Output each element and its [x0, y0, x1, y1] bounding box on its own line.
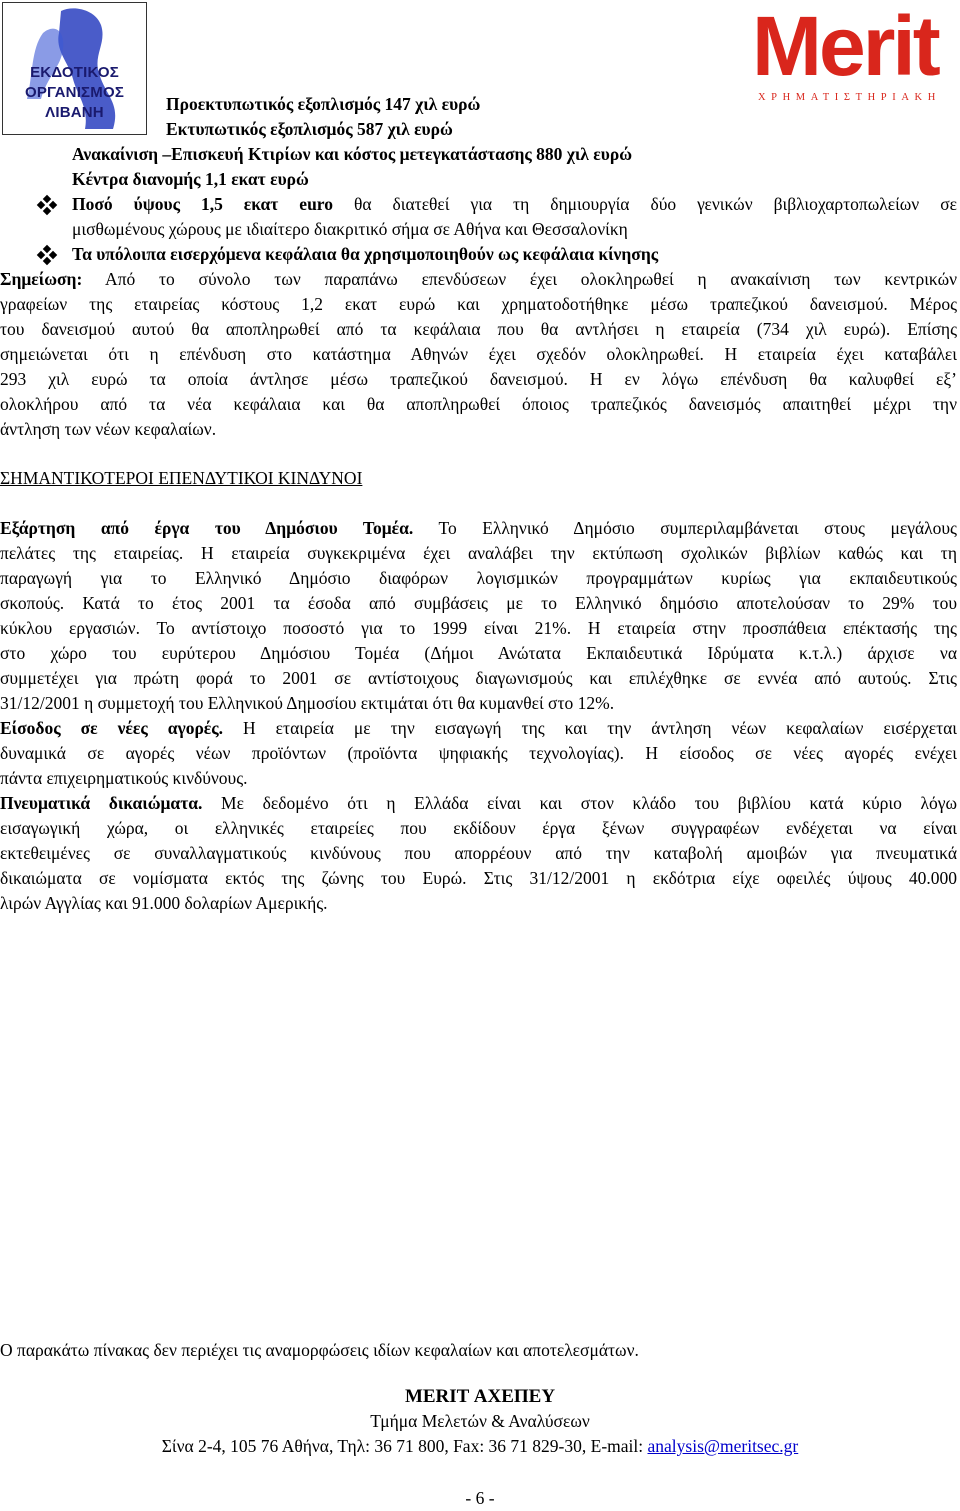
- publisher-logo: [2, 2, 147, 135]
- risk-line: στο χώρο του ευρύτερου Δημόσιου Τομέα (Δήμοι Ανώτατα Εκπαιδευτικά Ιδρύματα κ.τ.λ.) άρχισε να: [0, 643, 957, 663]
- bullet-text: Τα υπόλοιπα εισερχόμενα κεφάλαια θα χρησιμοποιηθούν ως κεφάλαια κίνησης: [72, 244, 659, 264]
- department-name: Τμήμα Μελετών & Αναλύσεων: [370, 1411, 590, 1431]
- note-line: σημειώνεται ότι η επένδυση στο κατάστημα Αθηνών έχει σχεδόν ολοκληρωθεί. Η εταιρεία έχει καταβάλει: [0, 344, 957, 364]
- risk-line: δικαιώματα σε νομίσματα εκτός της ζώνης του Ευρώ. Στις 31/12/2001 η εκδότρια είχε οφειλές ύψους 40.000: [0, 868, 957, 888]
- risk-line: εκτεθειμένες σε συναλλαγματικούς κινδύνους που απορρέουν από την καταβολή αμοιβών για πνευματικά: [0, 843, 957, 863]
- note-line: του δανεισμού αυτού θα αποπληρωθεί από τα κεφάλαια που θα αντλήσει η εταιρεία (734 χιλ ευρώ). Επίσης: [0, 319, 957, 339]
- note-line: ολοκλήρου από τα νέα κεφάλαια και θα αποπληρωθεί όποιος τραπεζικός δανεισμός απαιτηθεί μέχρι την: [0, 394, 957, 414]
- list-item: Εκτυπωτικός εξοπλισμός 587 χιλ ευρώ: [166, 119, 453, 139]
- list-item: Ανακαίνιση –Επισκευή Κτιρίων και κόστος μετεγκατάστασης 880 χιλ ευρώ: [72, 144, 632, 164]
- contact-line: Σίνα 2-4, 105 76 Αθήνα, Τηλ: 36 71 800, Fax: 36 71 829-30, E-mail: analysis@meritsec.gr: [161, 1436, 799, 1456]
- merit-logo-word: Merit: [752, 0, 938, 93]
- risk-line: δυναμικά σε αγορές νέων προϊόντων (προϊόντα ψηφιακής τεχνολογίας). Η είσοδος σε νέες αγορές ενέχει: [0, 743, 957, 763]
- risk-line: λιρών Αγγλίας και 91.000 δολαρίων Αμερικής.: [0, 893, 328, 913]
- risk-line: συμμετέχει για πρώτη φορά το 2001 σε αντίστοιχους διαγωνισμούς και επιλέχθηκε σε εννέα από αυτούς. Στις: [0, 668, 957, 688]
- risk-line: κύκλου εργασιών. Το αντίστοιχο ποσοστό για το 1999 είναι 21%. Η εταιρεία στην προσπάθεια επέκτασής της: [0, 618, 957, 638]
- risk-line: πελάτες της εταιρείας. Η εταιρεία συγκεκριμένα έχει αναλάβει την εκτύπωση σχολικών βιβλίων καθώς και τη: [0, 543, 957, 563]
- merit-logo: [752, 0, 948, 110]
- list-item: Προεκτυπωτικός εξοπλισμός 147 χιλ ευρώ: [166, 94, 481, 114]
- section-heading: ΣΗΜΑΝΤΙΚΟΤΕΡΟΙ ΕΠΕΝΔΥΤΙΚΟΙ ΚΙΝΔΥΝΟΙ: [0, 468, 363, 488]
- risk-line: παραγωγή για το Ελληνικό Δημόσιο διαφόρων λογισμικών προγραμμάτων κυρίως για εκπαιδευτικούς: [0, 568, 957, 588]
- company-name: MERIT ΑΧΕΠΕΥ: [404, 1386, 556, 1407]
- note-line: γραφείων της εταιρείας κόστους 1,2 εκατ ευρώ και χρηματοδοτήθηκε μέσω τραπεζικού δανεισμού. Μέρος: [0, 294, 957, 314]
- risk-line: πάντα επιχειρηματικούς κινδύνους.: [0, 768, 248, 788]
- table-disclaimer: Ο παρακάτω πίνακας δεν περιέχει τις αναμορφώσεις ιδίων κεφαλαίων και αποτελεσμάτων.: [0, 1340, 639, 1360]
- email-link[interactable]: analysis@meritsec.gr: [647, 1436, 799, 1456]
- risk-line: 31/12/2001 η συμμετοχή του Ελληνικού Δημοσίου εκτιμάται ότι θα κυμανθεί στο 12%.: [0, 693, 615, 713]
- risk-paragraph: Είσοδος σε νέες αγορές. Η εταιρεία με την εισαγωγή της και την άντληση νέων κεφαλαίων εισέρχεται: [0, 718, 957, 738]
- note-line: 293 χιλ ευρώ τα οποία άντλησε μέσω τραπεζικού δανεισμού. Η εν λόγω επένδυση θα καλυφθεί εξ’: [0, 369, 957, 389]
- list-item: Κέντρα διανομής 1,1 εκατ ευρώ: [72, 169, 309, 189]
- merit-logo-subtitle: ΧΡΗΜΑΤΙΣΤΗΡΙΑΚΗ: [758, 92, 941, 103]
- risk-paragraph: Πνευματικά δικαιώματα. Με δεδομένο ότι η Ελλάδα είναι και στον κλάδο του βιβλίου κατά κύριο λόγω: [0, 793, 958, 813]
- diamond-bullet-icon: [38, 246, 56, 264]
- note-line: άντληση των νέων κεφαλαίων.: [0, 419, 217, 439]
- risk-paragraph: Εξάρτηση από έργα του Δημόσιου Τομέα. Το Ελληνικό Δημόσιο συμπεριλαμβάνεται στους μεγάλους: [0, 518, 957, 538]
- bullet-text: Ποσό ύψους 1,5 εκατ euro θα διατεθεί για τη δημιουργία δύο γενικών βιβλιοχαρτοπωλείων σε: [72, 194, 957, 214]
- note-paragraph: Σημείωση: Από το σύνολο των παραπάνω επενδύσεων έχει ολοκληρωθεί η ανακαίνιση των κεντρικών: [0, 269, 957, 289]
- bullet-text-continued: μισθωμένους χώρους με ιδιαίτερο διακριτικό σήμα σε Αθήνα και Θεσσαλονίκη: [72, 219, 628, 239]
- page-number: - 6 -: [465, 1488, 495, 1508]
- diamond-bullet-icon: [38, 196, 56, 214]
- risk-line: εισαγωγική χώρα, οι ελληνικές εταιρείες που εκδίδουν έργα ξένων συγγραφέων ενδέχεται να είναι: [0, 818, 957, 838]
- risk-line: σκοπούς. Κατά το έτος 2001 τα έσοδα από συμβάσεις με το Ελληνικό δημόσιο αποτελούσαν το 29% του: [0, 593, 957, 613]
- publisher-logo-text: ΕΚΔΟΤΙΚΟΣ ΟΡΓΑΝΙΣΜΟΣ ΛΙΒΑΝΗ: [24, 64, 125, 121]
